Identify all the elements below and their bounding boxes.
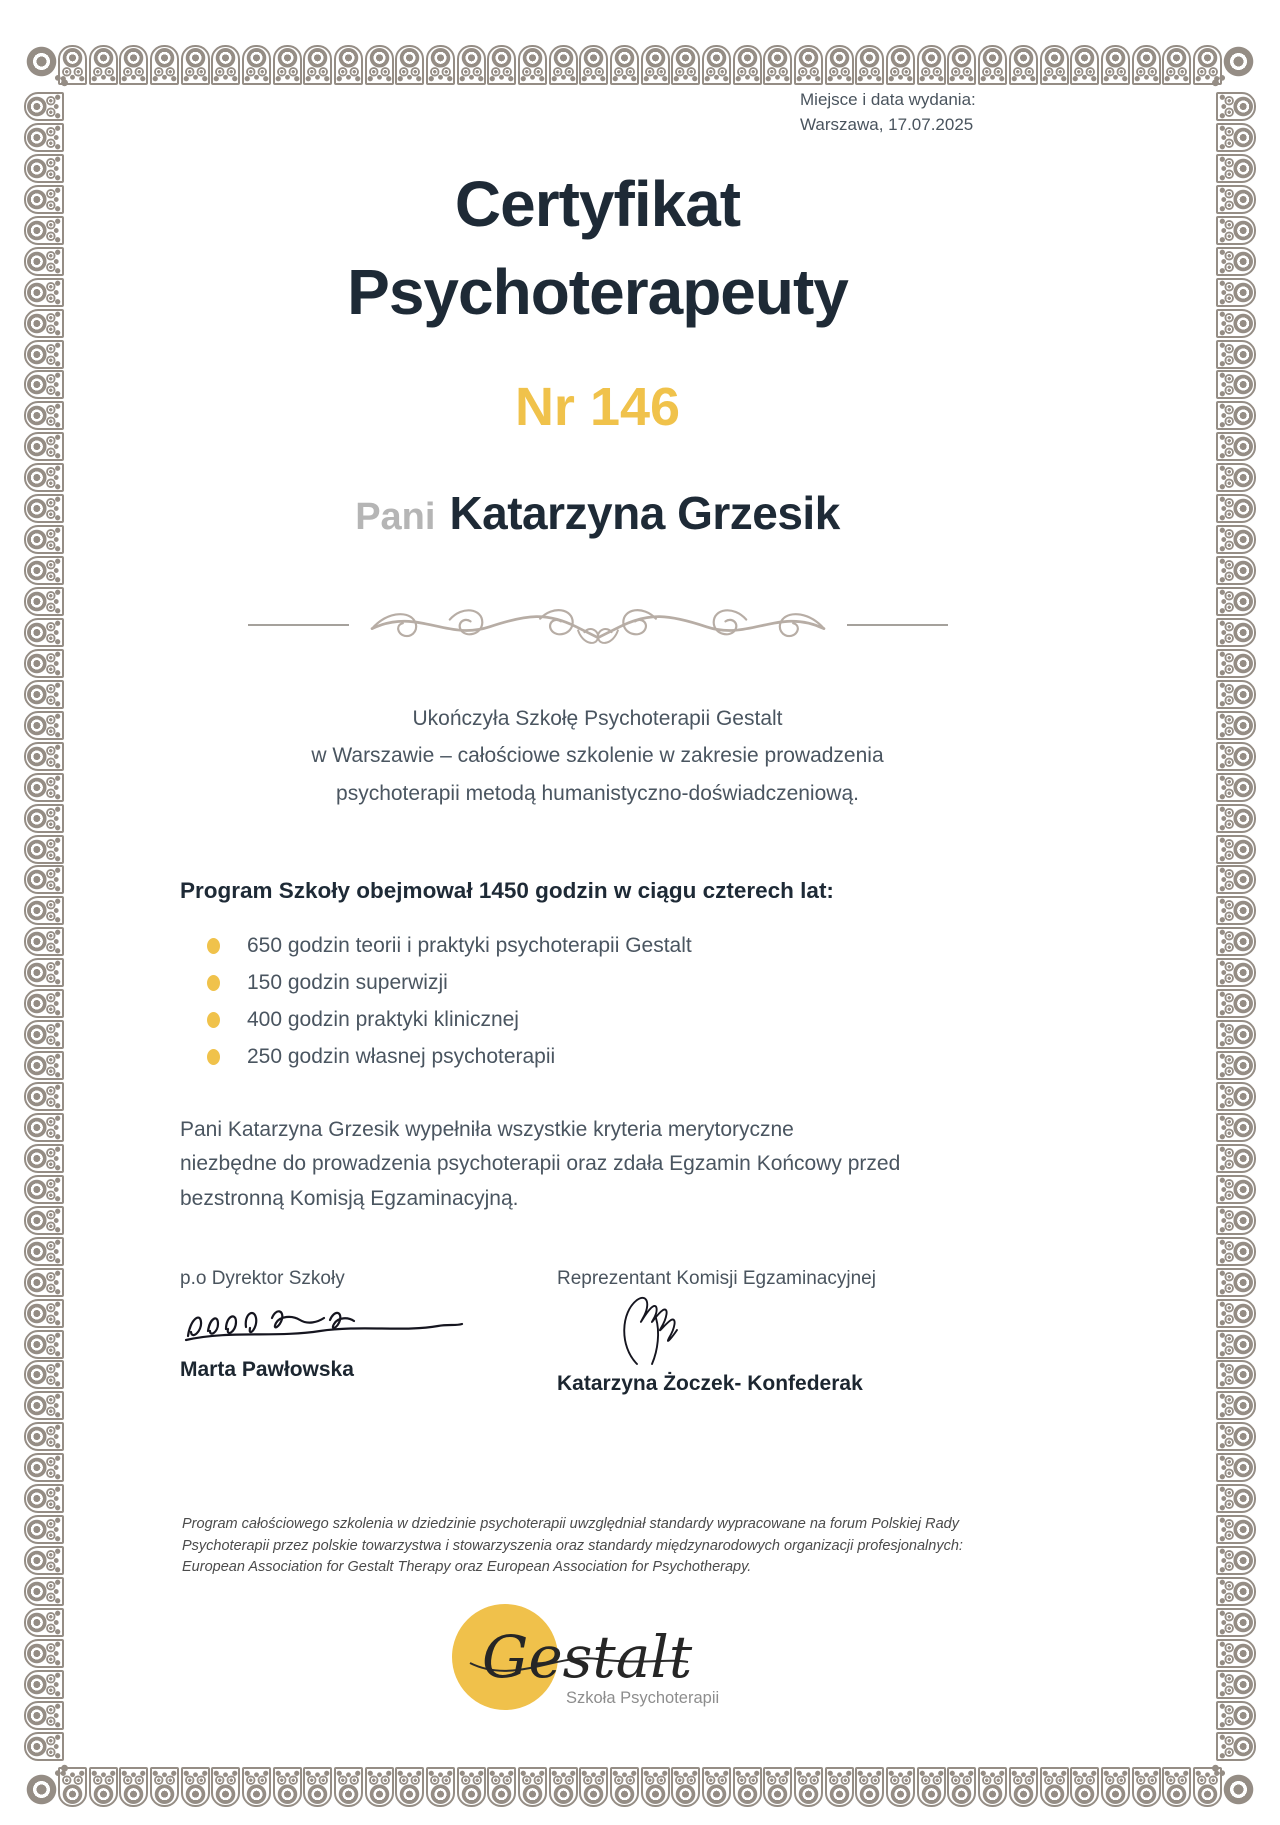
bullet-dot-icon bbox=[207, 938, 220, 954]
border-corner-ornament bbox=[26, 1774, 57, 1805]
border-tile bbox=[641, 45, 670, 85]
border-tile bbox=[150, 1767, 179, 1807]
issue-label: Miejsce i data wydania: bbox=[800, 90, 976, 109]
border-tile bbox=[24, 1175, 64, 1204]
border-tile bbox=[610, 1767, 639, 1807]
list-item bbox=[207, 934, 1120, 958]
border-tile bbox=[1216, 340, 1256, 369]
border-tile bbox=[794, 45, 823, 85]
border-tile bbox=[1216, 432, 1256, 461]
recipient-name: Katarzyna Grzesik bbox=[449, 487, 840, 539]
border-tile bbox=[671, 45, 700, 85]
border-tile bbox=[24, 680, 64, 709]
bullet-dot-icon bbox=[207, 975, 220, 991]
border-tile bbox=[24, 742, 64, 771]
border-tile bbox=[211, 45, 240, 85]
border-tile bbox=[119, 1767, 148, 1807]
border-tile bbox=[763, 1767, 792, 1807]
border-tile bbox=[1216, 1175, 1256, 1204]
border-tile bbox=[24, 432, 64, 461]
border-tile bbox=[24, 989, 64, 1018]
border-tile bbox=[1216, 1422, 1256, 1451]
border-tile bbox=[1216, 1299, 1256, 1328]
border-tile bbox=[1216, 804, 1256, 833]
completion-line-1: Ukończyła Szkołę Psychoterapii Gestalt bbox=[412, 707, 783, 730]
list-item-text: 400 godzin praktyki klinicznej bbox=[247, 1008, 519, 1032]
border-tile bbox=[1216, 896, 1256, 925]
border-tile bbox=[24, 927, 64, 956]
border-corner-ornament bbox=[26, 46, 57, 77]
confirmation-line-1: Pani Katarzyna Grzesik wypełniła wszystkie kryteria merytoryczne bbox=[180, 1118, 794, 1142]
border-tile bbox=[334, 45, 363, 85]
border-tile bbox=[1216, 1639, 1256, 1668]
border-tile bbox=[671, 1767, 700, 1807]
border-tile bbox=[24, 773, 64, 802]
border-tile bbox=[24, 494, 64, 523]
border-tile bbox=[1216, 1608, 1256, 1637]
border-tile bbox=[24, 711, 64, 740]
border-tile bbox=[886, 45, 915, 85]
footnote-line-3: European Association for Gestalt Therapy oraz European Association for Psychotherapy. bbox=[182, 1559, 752, 1576]
border-tile bbox=[1132, 1767, 1161, 1807]
border-tile bbox=[89, 1767, 118, 1807]
border-tile bbox=[1216, 185, 1256, 214]
border-tile bbox=[24, 309, 64, 338]
border-tile bbox=[24, 556, 64, 585]
certificate-title bbox=[75, 160, 1120, 336]
border-tile bbox=[917, 45, 946, 85]
ornamental-border-bottom bbox=[58, 1767, 1222, 1807]
border-tile bbox=[825, 1767, 854, 1807]
footnote-line-2: Psychoterapii przez polskie towarzystwa i stowarzyszenia oraz standardy międzynarodowych organizacji profesjonalnych: bbox=[182, 1537, 963, 1554]
border-tile bbox=[1216, 556, 1256, 585]
border-tile bbox=[549, 1767, 578, 1807]
border-tile bbox=[24, 185, 64, 214]
flourish-ornament-icon bbox=[363, 598, 833, 652]
border-tile bbox=[978, 45, 1007, 85]
border-tile bbox=[487, 1767, 516, 1807]
border-tile bbox=[1216, 1051, 1256, 1080]
program-hours-list bbox=[207, 934, 1120, 1069]
title-line-2: Psychoterapeuty bbox=[347, 256, 848, 328]
recipient-salutation: Pani bbox=[355, 496, 436, 538]
border-tile bbox=[1101, 45, 1130, 85]
border-tile bbox=[24, 804, 64, 833]
border-tile bbox=[24, 1360, 64, 1389]
border-tile bbox=[24, 1330, 64, 1359]
border-tile bbox=[24, 216, 64, 245]
border-tile bbox=[1216, 742, 1256, 771]
divider-line-right bbox=[847, 624, 948, 626]
border-tile bbox=[1216, 958, 1256, 987]
border-tile bbox=[1216, 247, 1256, 276]
list-item-text: 150 godzin superwizji bbox=[247, 971, 448, 995]
border-tile bbox=[947, 45, 976, 85]
border-tile bbox=[24, 1484, 64, 1513]
border-tile bbox=[24, 865, 64, 894]
border-tile bbox=[487, 45, 516, 85]
border-tile bbox=[24, 1546, 64, 1575]
border-tile bbox=[1216, 1144, 1256, 1173]
border-tile bbox=[24, 649, 64, 678]
border-tile bbox=[24, 835, 64, 864]
border-tile bbox=[24, 1206, 64, 1235]
logo-wordmark: Gestalt bbox=[481, 1623, 692, 1692]
border-tile bbox=[24, 1268, 64, 1297]
border-tile bbox=[1070, 45, 1099, 85]
border-tile bbox=[1216, 773, 1256, 802]
border-tile bbox=[426, 1767, 455, 1807]
border-tile bbox=[610, 45, 639, 85]
border-tile bbox=[181, 1767, 210, 1807]
program-heading: Program Szkoły obejmował 1450 godzin w ciągu czterech lat: bbox=[180, 878, 834, 904]
border-tile bbox=[1132, 45, 1161, 85]
border-tile bbox=[24, 1732, 64, 1761]
confirmation-line-3: bezstronną Komisją Egzaminacyjną. bbox=[180, 1186, 519, 1210]
border-tile bbox=[855, 1767, 884, 1807]
border-tile bbox=[365, 45, 394, 85]
border-tile bbox=[24, 1391, 64, 1420]
border-tile bbox=[24, 1670, 64, 1699]
border-tile bbox=[1216, 463, 1256, 492]
border-tile bbox=[334, 1767, 363, 1807]
border-tile bbox=[1216, 587, 1256, 616]
border-tile bbox=[579, 45, 608, 85]
border-tile bbox=[733, 1767, 762, 1807]
footnote-line-1: Program całościowego szkolenia w dziedzinie psychoterapii uwzględniał standardy wypracowane na forum Polskiej Rady bbox=[182, 1515, 959, 1532]
confirmation-line-2: niezbędne do prowadzenia psychoterapii oraz zdała Egzamin Końcowy przed bbox=[180, 1152, 901, 1176]
border-tile bbox=[1216, 1020, 1256, 1049]
border-tile bbox=[395, 45, 424, 85]
border-tile bbox=[1040, 1767, 1069, 1807]
signature-name: Marta Pawłowska bbox=[180, 1357, 354, 1381]
border-tile bbox=[1216, 1670, 1256, 1699]
border-tile bbox=[24, 1051, 64, 1080]
border-tile bbox=[1216, 1732, 1256, 1761]
border-tile bbox=[1216, 1577, 1256, 1606]
border-tile bbox=[1040, 45, 1069, 85]
certificate-content bbox=[75, 80, 1120, 1765]
border-tile bbox=[1216, 92, 1256, 121]
border-tile bbox=[641, 1767, 670, 1807]
border-tile bbox=[1216, 835, 1256, 864]
border-tile bbox=[917, 1767, 946, 1807]
ornamental-border-top bbox=[58, 45, 1222, 85]
signature-section bbox=[180, 1268, 1120, 1396]
border-tile bbox=[1216, 927, 1256, 956]
border-tile bbox=[303, 45, 332, 85]
footnote-paragraph bbox=[182, 1514, 1120, 1579]
border-tile bbox=[733, 45, 762, 85]
confirmation-paragraph bbox=[180, 1113, 1120, 1216]
border-tile bbox=[1216, 1546, 1256, 1575]
border-tile bbox=[24, 92, 64, 121]
border-tile bbox=[1216, 370, 1256, 399]
completion-line-3: psychoterapii metodą humanistyczno-doświadczeniową. bbox=[336, 781, 859, 805]
border-tile bbox=[1216, 649, 1256, 678]
border-tile bbox=[24, 123, 64, 152]
signature-role: Reprezentant Komisji Egzaminacyjnej bbox=[557, 1267, 876, 1289]
border-tile bbox=[24, 1577, 64, 1606]
examiner-signature-icon bbox=[615, 1290, 699, 1370]
border-tile bbox=[242, 45, 271, 85]
border-tile bbox=[242, 1767, 271, 1807]
border-tile bbox=[24, 1144, 64, 1173]
border-tile bbox=[1216, 618, 1256, 647]
list-item bbox=[207, 971, 1120, 995]
border-tile bbox=[426, 45, 455, 85]
signature-block-director bbox=[180, 1268, 557, 1396]
school-logo bbox=[75, 1601, 1120, 1719]
border-tile bbox=[1216, 1206, 1256, 1235]
border-tile bbox=[24, 340, 64, 369]
ornamental-border-left bbox=[24, 92, 64, 1761]
border-tile bbox=[1162, 45, 1191, 85]
flourish-divider bbox=[248, 598, 948, 652]
list-item-text: 250 godzin własnej psychoterapii bbox=[247, 1045, 556, 1069]
border-tile bbox=[89, 45, 118, 85]
border-tile bbox=[1216, 278, 1256, 307]
border-tile bbox=[24, 1701, 64, 1730]
border-tile bbox=[1070, 1767, 1099, 1807]
border-tile bbox=[1216, 1237, 1256, 1266]
border-tile bbox=[24, 1082, 64, 1111]
signature-name: Katarzyna Żoczek- Konfederak bbox=[557, 1371, 863, 1395]
gestalt-logo-icon bbox=[448, 1601, 748, 1719]
border-tile bbox=[1162, 1767, 1191, 1807]
border-tile bbox=[24, 618, 64, 647]
border-corner-ornament bbox=[1223, 46, 1254, 77]
border-tile bbox=[457, 1767, 486, 1807]
border-tile bbox=[119, 45, 148, 85]
border-tile bbox=[24, 1422, 64, 1451]
border-tile bbox=[1216, 401, 1256, 430]
border-tile bbox=[150, 45, 179, 85]
border-tile bbox=[24, 463, 64, 492]
border-tile bbox=[24, 525, 64, 554]
border-tile bbox=[1009, 45, 1038, 85]
border-tile bbox=[1216, 989, 1256, 1018]
border-tile bbox=[702, 1767, 731, 1807]
border-tile bbox=[518, 1767, 547, 1807]
director-signature-icon bbox=[180, 1298, 470, 1356]
border-tile bbox=[24, 247, 64, 276]
border-tile bbox=[24, 1608, 64, 1637]
ornamental-border-right bbox=[1216, 92, 1256, 1761]
border-tile bbox=[24, 1515, 64, 1544]
border-tile bbox=[24, 401, 64, 430]
border-tile bbox=[518, 45, 547, 85]
border-tile bbox=[1216, 216, 1256, 245]
bullet-dot-icon bbox=[207, 1049, 220, 1065]
border-tile bbox=[1216, 494, 1256, 523]
border-tile bbox=[1101, 1767, 1130, 1807]
list-item-text: 650 godzin teorii i praktyki psychoterapii Gestalt bbox=[247, 934, 692, 958]
border-tile bbox=[1216, 1391, 1256, 1420]
issue-value: Warszawa, 17.07.2025 bbox=[800, 114, 974, 134]
list-item bbox=[207, 1045, 1120, 1069]
border-tile bbox=[24, 1299, 64, 1328]
border-tile bbox=[24, 154, 64, 183]
border-tile bbox=[978, 1767, 1007, 1807]
border-tile bbox=[1216, 865, 1256, 894]
border-tile bbox=[1216, 1701, 1256, 1730]
divider-line-left bbox=[248, 624, 349, 626]
completion-paragraph bbox=[75, 700, 1120, 812]
border-tile bbox=[24, 278, 64, 307]
border-tile bbox=[794, 1767, 823, 1807]
border-tile bbox=[24, 1639, 64, 1668]
border-tile bbox=[1216, 680, 1256, 709]
border-tile bbox=[1216, 154, 1256, 183]
border-tile bbox=[24, 1453, 64, 1482]
border-tile bbox=[1009, 1767, 1038, 1807]
border-tile bbox=[365, 1767, 394, 1807]
border-tile bbox=[1216, 525, 1256, 554]
border-tile bbox=[24, 1113, 64, 1142]
completion-line-2: w Warszawie – całościowe szkolenie w zakresie prowadzenia bbox=[311, 744, 884, 768]
border-tile bbox=[24, 1020, 64, 1049]
border-tile bbox=[1216, 711, 1256, 740]
border-tile bbox=[825, 45, 854, 85]
recipient-line bbox=[75, 486, 1120, 540]
border-tile bbox=[273, 1767, 302, 1807]
logo-subtitle: Szkoła Psychoterapii bbox=[565, 1689, 719, 1708]
border-tile bbox=[549, 45, 578, 85]
border-tile bbox=[181, 45, 210, 85]
bullet-dot-icon bbox=[207, 1012, 220, 1028]
border-tile bbox=[1216, 1360, 1256, 1389]
border-tile bbox=[1216, 123, 1256, 152]
border-tile bbox=[24, 958, 64, 987]
border-tile bbox=[1216, 1268, 1256, 1297]
border-tile bbox=[763, 45, 792, 85]
border-tile bbox=[1216, 1453, 1256, 1482]
border-tile bbox=[303, 1767, 332, 1807]
border-tile bbox=[702, 45, 731, 85]
border-tile bbox=[886, 1767, 915, 1807]
border-tile bbox=[947, 1767, 976, 1807]
border-tile bbox=[457, 45, 486, 85]
border-tile bbox=[1216, 1113, 1256, 1142]
certificate-number: Nr 146 bbox=[514, 377, 681, 437]
border-tile bbox=[1216, 309, 1256, 338]
border-tile bbox=[1216, 1330, 1256, 1359]
issue-place-date bbox=[800, 88, 976, 137]
border-tile bbox=[855, 45, 884, 85]
border-tile bbox=[1216, 1484, 1256, 1513]
signature-block-examiner bbox=[557, 1268, 1120, 1396]
border-corner-ornament bbox=[1223, 1774, 1254, 1805]
border-tile bbox=[24, 1237, 64, 1266]
border-tile bbox=[24, 587, 64, 616]
border-tile bbox=[24, 370, 64, 399]
border-tile bbox=[211, 1767, 240, 1807]
border-tile bbox=[395, 1767, 424, 1807]
signature-role: p.o Dyrektor Szkoły bbox=[180, 1267, 345, 1289]
title-line-1: Certyfikat bbox=[454, 168, 741, 240]
border-tile bbox=[273, 45, 302, 85]
border-tile bbox=[1216, 1515, 1256, 1544]
list-item bbox=[207, 1008, 1120, 1032]
border-tile bbox=[24, 896, 64, 925]
border-tile bbox=[579, 1767, 608, 1807]
border-tile bbox=[1216, 1082, 1256, 1111]
